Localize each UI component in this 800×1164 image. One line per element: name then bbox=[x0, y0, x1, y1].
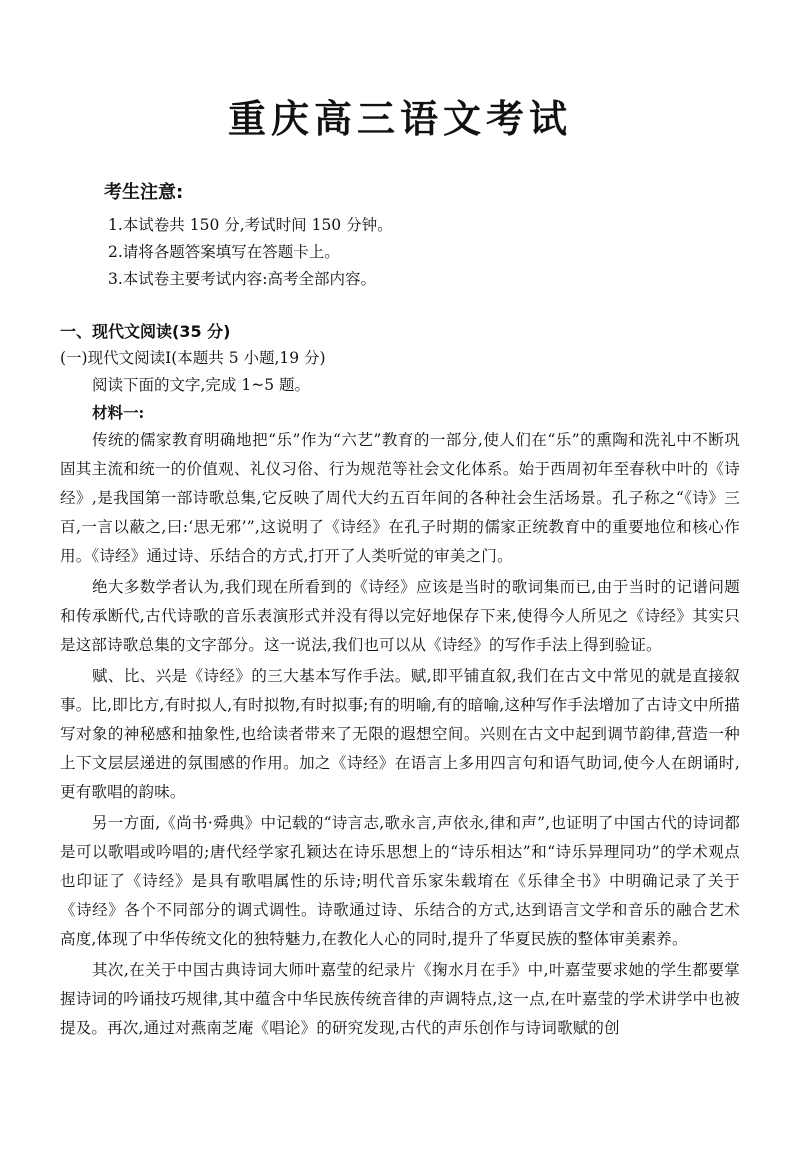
notice-item: 1.本试卷共 150 分,考试时间 150 分钟。 bbox=[108, 216, 393, 234]
page-title: 重庆高三语文考试 bbox=[227, 97, 572, 141]
paragraph: 绝大多数学者认为,我们现在所看到的《诗经》应该是当时的歌词集而已,由于当时的记谱问题和传承断代,古代诗歌的音乐表演形式并没有得以完好地保存下来,使得今人所见之《诗经》其实只是这部诗歌总集的文字部分。这一说法,我们也可以从《诗经》的写作手法上得到验证。 bbox=[60, 578, 740, 654]
paragraph: 另一方面,《尚书·舜典》中记载的“诗言志,歌永言,声依永,律和声”,也证明了中国古代的诗词都是可以歌唱或吟唱的;唐代经学家孔颖达在诗乐思想上的“诗乐相达”和“诗乐异理同功”的学术观点也印证了《诗经》是具有歌唱属性的乐诗;明代音乐家朱载堉在《乐律全书》中明确记录了关于《诗经》各个不同部分的调式调性。诗歌通过诗、乐结合的方式,达到语言文学和音乐的融合艺术高度,体现了中华传统文化的独特魅力,在教化人心的同时,提升了华夏民族的整体审美素养。 bbox=[60, 814, 740, 948]
paragraph: 传统的儒家教育明确地把“乐”作为“六艺”教育的一部分,使人们在“乐”的熏陶和洗礼中不断巩固其主流和统一的价值观、礼仪习俗、行为规范等社会文化体系。始于西周初年至春秋中叶的《诗经》,是我国第一部诗歌总集,它反映了周代大约五百年间的各种社会生活场景。孔子称之“《诗》三百,一言以蔽之,曰:‘思无邪’”,这说明了《诗经》在孔子时期的儒家正统教育中的重要地位和核心作用。《诗经》通过诗、乐结合的方式,打开了人类听觉的审美之门。 bbox=[60, 431, 740, 565]
paragraph: 赋、比、兴是《诗经》的三大基本写作手法。赋,即平铺直叙,我们在古文中常见的就是直接叙事。比,即比方,有时拟人,有时拟物,有时拟事;有的明喻,有的暗喻,这种写作手法增加了古诗文中所描写对象的神秘感和抽象性,也给读者带来了无限的遐想空间。兴则在古文中起到调节韵律,营造一种上下文层层递进的氛围感的作用。加之《诗经》在语言上多用四言句和语气助词,使今人在朗诵时,更有歌唱的韵味。 bbox=[60, 667, 740, 801]
candidate-notice bbox=[104, 178, 740, 293]
reading-instruction: 阅读下面的文字,完成 1~5 题。 bbox=[92, 376, 310, 394]
material-label: 材料一: bbox=[92, 403, 145, 422]
notice-item: 2.请将各题答案填写在答题卡上。 bbox=[108, 243, 340, 261]
notice-heading: 考生注意: bbox=[104, 182, 184, 203]
section-heading: 一、现代文阅读(35 分) bbox=[60, 322, 231, 341]
notice-item: 3.本试卷主要考试内容:高考全部内容。 bbox=[108, 270, 377, 288]
paragraph: 其次,在关于中国古典诗词大师叶嘉莹的纪录片《掬水月在手》中,叶嘉莹要求她的学生都要掌握诗词的吟诵技巧规律,其中蕴含中华民族传统音律的声调特点,这一点,在叶嘉莹的学术讲学中也被提及。再次,通过对燕南芝庵《唱论》的研究发现,古代的声乐创作与诗词歌赋的创 bbox=[60, 961, 740, 1037]
subsection-heading: (一)现代文阅读Ⅰ(本题共 5 小题,19 分) bbox=[60, 349, 326, 367]
